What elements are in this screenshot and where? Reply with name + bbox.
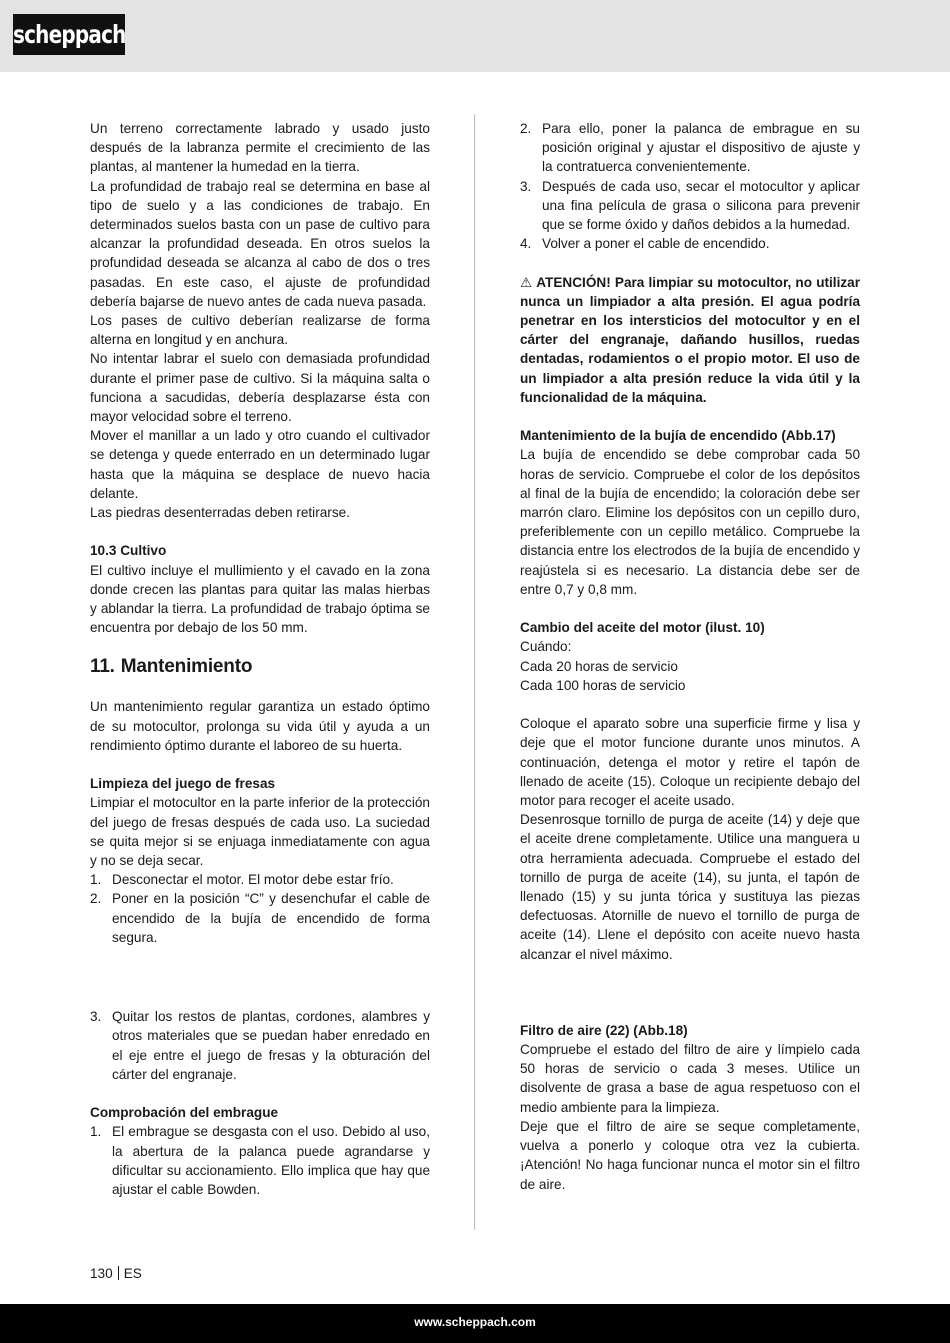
list-text: Para ello, poner la palanca de embrague en su posición original y ajustar el dispositivo de ajuste y la contratuerca convenientemente. — [542, 121, 860, 175]
paragraph: Un terreno correctamente labrado y usado justo después de la labranza permite el crecimiento de las plantas, al mantener la humedad en la tierra. — [90, 121, 430, 175]
aceite-when-1: Cada 20 horas de servicio — [520, 658, 678, 674]
aceite-when: Cuándo: — [520, 639, 572, 655]
paragraph: Desenrosque tornillo de purga de aceite (14) y deje que el aceite drene completamente. Utilice una manguera u otra herramienta adecuada. Compruebe el estado del tornillo de purga de aceite (14), su junta, el tapón de llenado (15) y su junta tórica y sustituya las piezas defectuosas. Atornille de nuevo el tornillo de purga de aceite (14). Llene el depósito con aceite nuevo hasta alcanzar el nivel máximo. — [520, 812, 860, 962]
list-number: 3. — [90, 1009, 102, 1025]
website-link[interactable]: www.scheppach.com — [414, 1315, 536, 1329]
list-text: Quitar los restos de plantas, cordones, alambres y otros materiales que se puedan haber enredado en el eje entre el juego de fresas y la obturación del cárter del engranaje. — [112, 1009, 430, 1082]
list-text: Después de cada uso, secar el motocultor y aplicar una fina película de grasa o silicona para prevenir que se forme óxido y daños debidos a la humedad. — [542, 178, 860, 233]
list-item — [90, 870, 430, 889]
list-text: Volver a poner el cable de encendido. — [542, 236, 770, 252]
paragraph: Mover el manillar a un lado y otro cuando el cultivador se detenga y quede enterrado en un determinado lugar hasta que la máquina se desplace de nuevo hacia delante. — [90, 428, 430, 501]
warning-block — [520, 273, 860, 407]
paragraph: Coloque el aparato sobre una superficie firme y lisa y deje que el motor funcione durante unos minutos. A continuación, detenga el motor y retire el tapón de llenado de aceite (15). Coloque un recipiente debajo del motor para recoger el aceite usado. — [520, 716, 860, 809]
paragraph: Las piedras desenterradas deben retirarse. — [90, 505, 350, 521]
paragraph: Compruebe el estado del filtro de aire y límpielo cada 50 horas de servicio o cada 3 meses. Utilice un disolvente de grasa a base de agua respetuoso con el medio ambiente para la limpieza. — [520, 1042, 860, 1115]
brand-logo: scheppach — [13, 14, 125, 55]
paragraph: La profundidad de trabajo real se determina en base al tipo de suelo y a las condiciones de trabajo. En determinados suelos basta con un pase de cultivo para alcanzar la profundidad deseada. En otros suelos la profundidad deseada se alcanza al cabo de dos o tres pasadas. En este caso, el ajuste de profundidad debería bajarse de nuevo antes de cada nueva pasada. — [90, 178, 430, 309]
list-item — [90, 1122, 430, 1199]
cultivo-text: El cultivo incluye el mullimiento y el cavado en la zona donde crecen las plantas para quitar las malas hierbas y ablandar la tierra. La profundidad de trabajo óptima se encuentra por debajo de los 50 mm. — [90, 562, 430, 636]
embrague-heading: Comprobación del embrague — [90, 1105, 279, 1121]
maintenance-intro: Un mantenimiento regular garantiza un estado óptimo de su motocultor, prolonga su vida útil y ayuda a un rendimiento óptimo durante el laboreo de su huerta. — [90, 699, 430, 753]
section-title — [90, 651, 430, 683]
list-text: El embrague se desgasta con el uso. Debido al uso, la abertura de la palanca puede agrandarse y dificultar su accionamiento. Ello implica que hay que ajustar el cable Bowden. — [112, 1124, 430, 1197]
list-item — [520, 234, 860, 253]
footer-bar — [0, 1304, 950, 1343]
limpieza-heading: Limpieza del juego de fresas — [90, 776, 276, 792]
cultivo-heading: 10.3 Cultivo — [90, 543, 167, 559]
filtro-heading: Filtro de aire (22) (Abb.18) — [520, 1022, 688, 1038]
list-number: 3. — [520, 178, 532, 194]
list-item — [90, 1007, 430, 1084]
page-number: 130 — [90, 1266, 113, 1281]
bujia-heading: Mantenimiento de la bujía de encendido (Abb.17) — [520, 428, 836, 444]
list-item — [520, 177, 860, 235]
language-code: ES — [123, 1266, 142, 1281]
list-number: 4. — [520, 236, 532, 252]
list-text: Poner en la posición “C” y desenchufar el cable de encendido de la bujía de encendido de forma segura. — [112, 891, 430, 945]
list-number: 2. — [90, 891, 102, 907]
paragraph: Los pases de cultivo deberían realizarse de forma alterna en longitud y en anchura. — [90, 313, 430, 348]
section-number: 11. — [90, 656, 115, 678]
limpieza-text: Limpiar el motocultor en la parte inferior de la protección del juego de fresas después de cada uso. La suciedad se quita mejor si se enjuaga inmediatamente con agua y no se deja secar. — [90, 795, 430, 869]
warning-text: ATENCIÓN! Para limpiar su motocultor, no utilizar nunca un limpiador a alta presión. El agua podría penetrar en los intersticios del motocultor y en el cárter del engranaje, dañando husillos, ruedas dentadas, rodamientos o el propio motor. El uso de un limpiador a alta presión reduce la vida útil y la funcionalidad de la máquina. — [520, 274, 860, 405]
footer-separator — [118, 1266, 119, 1280]
column-divider — [474, 114, 475, 1230]
bujia-text: La bujía de encendido se debe comprobar cada 50 horas de servicio. Compruebe el color de los depósitos al final de la bujía de encendido; la coloración debe ser marrón claro. Elimine los depósitos con un cepillo duro, preferiblemente con un cepillo metálico. Compruebe la distancia entre los electrodos de la bujía de encendido y reajústela si es necesario. La distancia debe ser de entre 0,7 y 0,8 mm. — [520, 447, 860, 597]
paragraph: No intentar labrar el suelo con demasiada profundidad durante el primer pase de cultivo. Si la máquina salta o funciona a sacudidas, debería desplazarse ésta con mayor velocidad sobre el terreno. — [90, 351, 430, 425]
aceite-when-2: Cada 100 horas de servicio — [520, 677, 686, 693]
list-number: 1. — [90, 1124, 102, 1140]
list-number: 2. — [520, 121, 532, 136]
header-bar — [0, 0, 950, 72]
list-item — [520, 119, 860, 177]
section-title-text: Mantenimiento — [120, 656, 253, 678]
list-text: Desconectar el motor. El motor debe estar frío. — [112, 872, 394, 888]
right-column — [520, 119, 860, 1194]
list-number: 1. — [90, 872, 102, 888]
list-item — [90, 889, 430, 947]
warning-triangle-icon: ⚠ — [520, 274, 533, 290]
left-column — [90, 119, 430, 1199]
aceite-heading: Cambio del aceite del motor (ilust. 10) — [520, 620, 765, 636]
page-footer — [90, 1265, 142, 1283]
paragraph: Deje que el filtro de aire se seque completamente, vuelva a ponerlo y coloque otra vez la cubierta. ¡Atención! No haga funcionar nunca el motor sin el filtro de aire. — [520, 1118, 860, 1192]
